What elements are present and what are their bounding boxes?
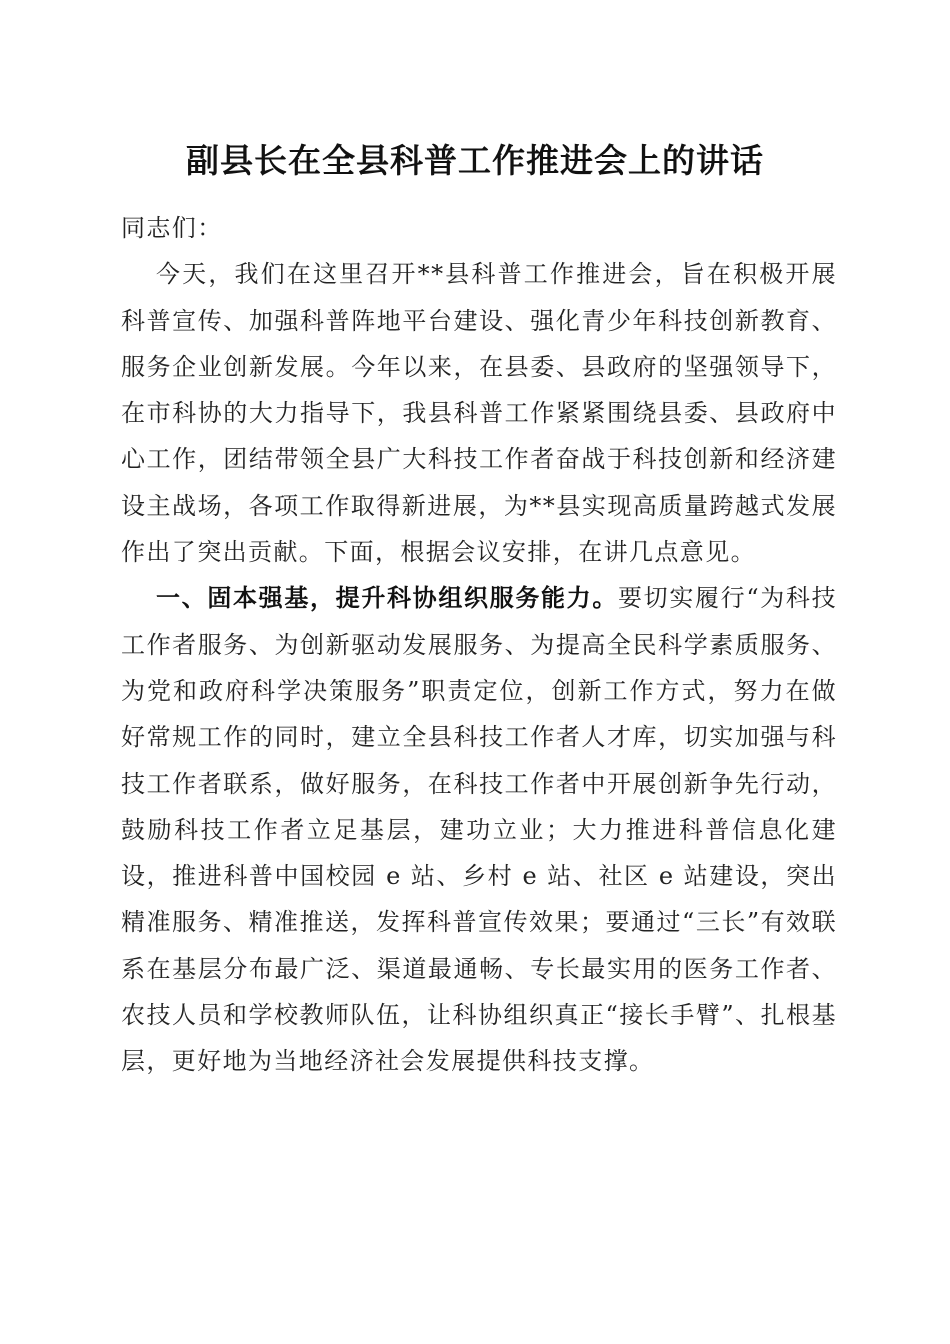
section-1-heading: 一、固本强基，提升科协组织服务能力。 [156, 583, 618, 613]
section-1-text: 要切实履行“为科技工作者服务、为创新驱动发展服务、为提高全民科学素质服务、为党和政府科学决策服务”职责定位，创新工作方式，努力在做好常规工作的同时，建立全县科技工作者人才库，切实加强与科技工作者联系，做好服务，在科技工作者中开展创新争先行动，鼓励科技工作者立足基层，建功立业；大力推进科普信息化建设，推进科普中国校园 e 站、乡村 e 站、社区 e 站建设，突出精准服务、精准推送，发挥科普宣传效果；要通过“三长”有效联系在基层分布最广泛、渠道最通畅、专长最实用的医务工作者、农技人员和学校教师队伍，让科协组织真正“接长手臂”、扎根基层，更好地为当地经济社会发展提供科技支撑。 [121, 584, 837, 1076]
document-body [121, 205, 837, 1085]
document-title: 副县长在全县科普工作推进会上的讲话 [186, 141, 764, 180]
paragraph-intro: 今天，我们在这里召开**县科普工作推进会，旨在积极开展科普宣传、加强科普阵地平台建设、强化青少年科技创新教育、服务企业创新发展。今年以来，在县委、县政府的坚强领导下，在市科协的大力指导下，我县科普工作紧紧围绕县委、县政府中心工作，团结带领全县广大科技工作者奋战于科技创新和经济建设主战场，各项工作取得新进展，为**县实现高质量跨越式发展作出了突出贡献。下面，根据会议安排，在讲几点意见。 [121, 260, 837, 567]
paragraph-section-1 [121, 575, 837, 1084]
salutation: 同志们： [121, 214, 223, 242]
